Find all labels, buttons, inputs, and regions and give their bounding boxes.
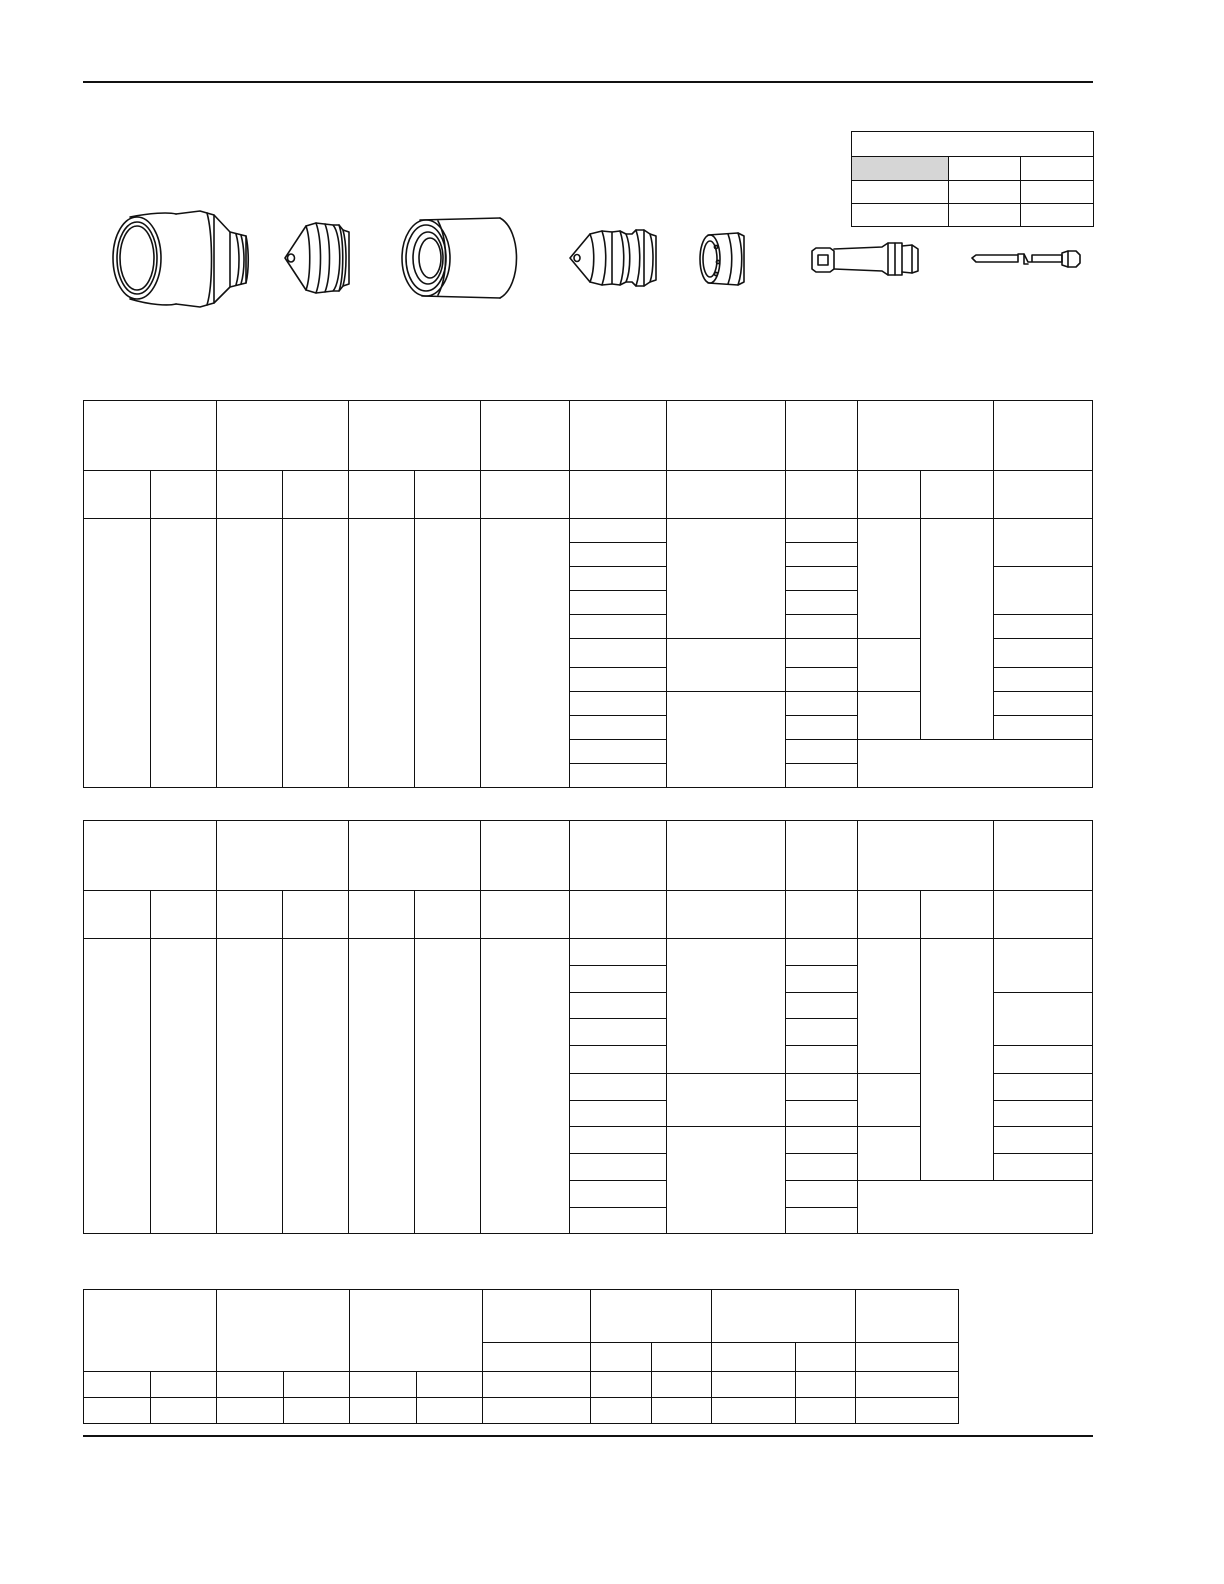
table-cell (786, 519, 858, 543)
table-subheader-cell (712, 1343, 796, 1372)
table-header-cell (858, 821, 994, 891)
table-header-cell (84, 401, 217, 471)
table-cell (570, 567, 667, 591)
table-cell (994, 668, 1093, 692)
table-cell (217, 1398, 284, 1424)
table-cell (786, 966, 858, 993)
table-cell (921, 519, 994, 740)
table-cell (786, 1019, 858, 1046)
table-cell (994, 716, 1093, 740)
table-cell (858, 519, 921, 639)
table-cell (652, 1398, 712, 1424)
table-cell (786, 1208, 858, 1234)
table-cell (786, 567, 858, 591)
table-cell (652, 1372, 712, 1398)
consumable-parts-drawing (0, 0, 1224, 340)
table-cell (786, 939, 858, 966)
table-header-cell (994, 401, 1093, 471)
table-cell (84, 519, 151, 788)
table-cell (570, 692, 667, 716)
table-cell (796, 1398, 856, 1424)
table-cell (350, 1398, 417, 1424)
table-subheader-cell (481, 891, 570, 939)
table-cell (994, 1074, 1093, 1101)
table-subheader-cell (349, 471, 415, 519)
table-cell (417, 1398, 483, 1424)
table-header-cell (591, 1290, 712, 1343)
table-cell (994, 939, 1093, 993)
table-cell (415, 519, 481, 788)
table-cell (858, 939, 921, 1074)
table-header-cell (481, 821, 570, 891)
table-cell (591, 1398, 652, 1424)
table-cell (786, 740, 858, 764)
table-subheader-cell (151, 891, 217, 939)
table-cell (570, 519, 667, 543)
table-cell (217, 1372, 284, 1398)
table-subheader-cell (667, 891, 786, 939)
table-cell (217, 519, 283, 788)
summary-table (83, 1289, 959, 1424)
table-subheader-cell (921, 471, 994, 519)
table-cell (481, 939, 570, 1234)
table-header-cell (350, 1290, 483, 1372)
swirl-ring-icon (700, 233, 744, 285)
electrode-icon (812, 243, 918, 275)
table-subheader-cell (591, 1343, 652, 1372)
table-cell (858, 1181, 1093, 1234)
table-header-cell (667, 401, 786, 471)
table-cell (786, 716, 858, 740)
table-subheader-cell (921, 891, 994, 939)
table-cell (994, 615, 1093, 639)
table-cell (994, 639, 1093, 668)
table-cell (786, 1127, 858, 1154)
table-subheader-cell (349, 891, 415, 939)
table-header-cell (349, 401, 481, 471)
table-header-cell (712, 1290, 856, 1343)
table-cell (570, 716, 667, 740)
table-subheader-cell (858, 471, 921, 519)
table-subheader-cell (858, 891, 921, 939)
table-subheader-cell (84, 471, 151, 519)
footer-rule (83, 1435, 1093, 1437)
table-cell (570, 993, 667, 1019)
table-subheader-cell (994, 891, 1093, 939)
table-cell (84, 1398, 151, 1424)
table-cell (786, 692, 858, 716)
table-subheader-cell (570, 471, 667, 519)
table-cell (481, 519, 570, 788)
table-cell (84, 939, 151, 1234)
table-cell (667, 639, 786, 692)
table-cell (283, 939, 349, 1234)
table-cell (786, 591, 858, 615)
table-cell (284, 1372, 350, 1398)
table-subheader-cell (483, 1343, 591, 1372)
table-cell (786, 1181, 858, 1208)
table-subheader-cell (283, 891, 349, 939)
table-cell (349, 939, 415, 1234)
table-header-cell (858, 401, 994, 471)
table-cell (151, 519, 217, 788)
table-header-cell (217, 1290, 350, 1372)
table-cell (712, 1372, 796, 1398)
table-cell (712, 1398, 796, 1424)
table-cell (994, 692, 1093, 716)
table-cell (570, 966, 667, 993)
table-subheader-cell (415, 891, 481, 939)
table-cell (994, 567, 1093, 615)
water-tube-icon (972, 251, 1080, 267)
table-cell (667, 1074, 786, 1127)
table-cell (349, 519, 415, 788)
table-cell (786, 1154, 858, 1181)
table-cell (570, 615, 667, 639)
table-cell (415, 939, 481, 1234)
table-cell (786, 615, 858, 639)
table-cell (786, 639, 858, 668)
table-header-cell (570, 821, 667, 891)
process-table-1 (83, 400, 1093, 788)
table-subheader-cell (481, 471, 570, 519)
table-cell (570, 1181, 667, 1208)
table-header-cell (481, 401, 570, 471)
table-cell (283, 519, 349, 788)
table-cell (151, 939, 217, 1234)
table-cell (858, 1074, 921, 1127)
table-cell (786, 668, 858, 692)
table-cell (796, 1372, 856, 1398)
table-cell (284, 1398, 350, 1424)
table-cell (667, 692, 786, 788)
table-subheader-cell (994, 471, 1093, 519)
table-cell (570, 1019, 667, 1046)
table-subheader-cell (786, 471, 858, 519)
table-cell (570, 1046, 667, 1074)
table-subheader-cell (84, 891, 151, 939)
table-header-cell (994, 821, 1093, 891)
table-cell (921, 939, 994, 1181)
table-cell (570, 1127, 667, 1154)
table-cell (483, 1372, 591, 1398)
table-cell (856, 1398, 959, 1424)
table-subheader-cell (217, 891, 283, 939)
table-cell (570, 1208, 667, 1234)
table-subheader-cell (570, 891, 667, 939)
table-cell (570, 543, 667, 567)
table-cell (786, 1101, 858, 1127)
table-header-cell (786, 401, 858, 471)
table-cell (151, 1372, 217, 1398)
table-cell (786, 1074, 858, 1101)
table-cell (994, 1154, 1093, 1181)
table-cell (786, 764, 858, 788)
table-cell (667, 939, 786, 1074)
table-cell (350, 1372, 417, 1398)
table-cell (570, 668, 667, 692)
table-subheader-cell (652, 1343, 712, 1372)
table-cell (591, 1372, 652, 1398)
table-cell (570, 591, 667, 615)
table-header-cell (349, 821, 481, 891)
table-cell (994, 1127, 1093, 1154)
nozzle-assembly-icon (570, 230, 656, 286)
table-cell (151, 1398, 217, 1424)
table-cell (667, 519, 786, 639)
retaining-cap-icon (402, 218, 517, 298)
table-cell (786, 543, 858, 567)
table-cell (994, 1101, 1093, 1127)
table-header-cell (667, 821, 786, 891)
table-subheader-cell (667, 471, 786, 519)
table-header-cell (217, 401, 349, 471)
table-header-cell (570, 401, 667, 471)
shield-icon (113, 211, 248, 307)
table-header-cell (217, 821, 349, 891)
table-cell (570, 639, 667, 668)
table-cell (570, 1101, 667, 1127)
table-cell (570, 1154, 667, 1181)
table-cell (858, 740, 1093, 788)
table-cell (483, 1398, 591, 1424)
table-cell (570, 939, 667, 966)
table-header-cell (786, 821, 858, 891)
table-cell (786, 993, 858, 1019)
nozzle-icon (285, 223, 349, 293)
table-subheader-cell (283, 471, 349, 519)
table-cell (667, 1127, 786, 1234)
table-header-cell (84, 821, 217, 891)
table-subheader-cell (151, 471, 217, 519)
table-cell (570, 740, 667, 764)
table-subheader-cell (786, 891, 858, 939)
table-subheader-cell (856, 1343, 959, 1372)
table-subheader-cell (217, 471, 283, 519)
table-subheader-cell (415, 471, 481, 519)
table-cell (217, 939, 283, 1234)
table-cell (858, 1127, 921, 1181)
table-cell (84, 1372, 151, 1398)
table-cell (994, 1046, 1093, 1074)
table-cell (417, 1372, 483, 1398)
process-table-2 (83, 820, 1093, 1234)
table-cell (994, 519, 1093, 567)
table-cell (570, 764, 667, 788)
table-cell (570, 1074, 667, 1101)
table-header-cell (856, 1290, 959, 1343)
table-header-cell (84, 1290, 217, 1372)
table-cell (994, 993, 1093, 1046)
table-subheader-cell (796, 1343, 856, 1372)
table-header-cell (483, 1290, 591, 1343)
table-cell (786, 1046, 858, 1074)
table-cell (856, 1372, 959, 1398)
table-cell (858, 692, 921, 740)
table-cell (858, 639, 921, 692)
